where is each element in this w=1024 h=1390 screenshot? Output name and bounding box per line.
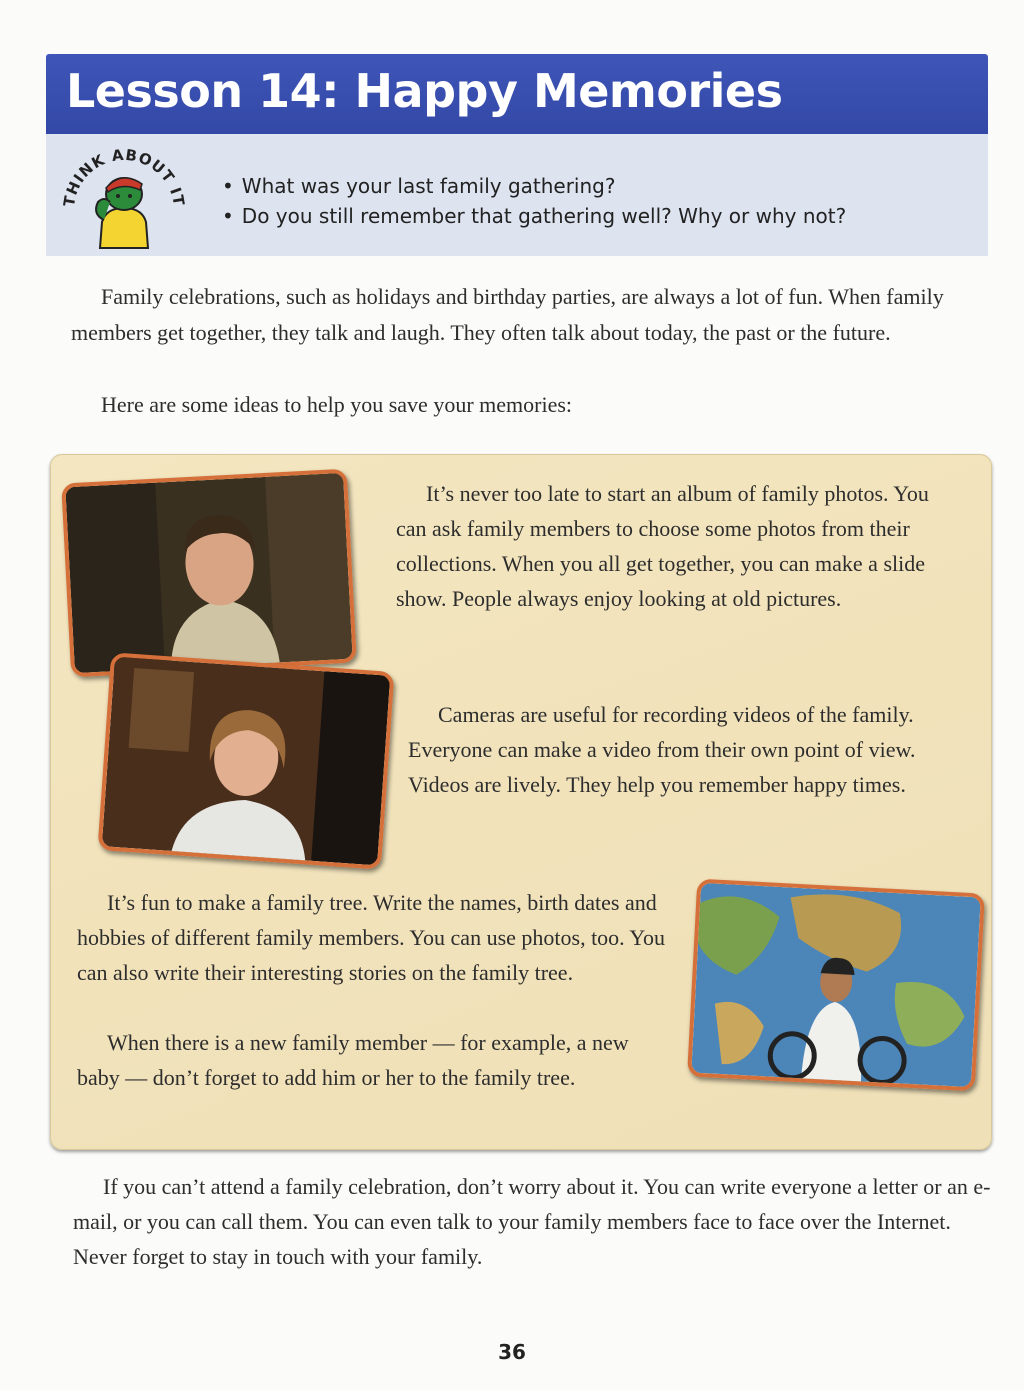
think-about-it-badge-text: THINK ABOUT IT	[59, 145, 188, 208]
closing-paragraph: If you can’t attend a family celebration, don’t worry about it. You can write everyone a letter or an e-mail, or you can call them. You can even talk to your family members face to face over the Internet. Never forget to stay in touch with your family.	[73, 1174, 991, 1269]
lesson-title: Lesson 14: Happy Memories	[66, 64, 783, 118]
think-about-it-mascot-icon	[56, 144, 188, 250]
lesson-title-bar	[46, 54, 988, 134]
idea-new-member-text: When there is a new family member — for example, a new baby — don’t forget to add him or her to the family tree.	[77, 1030, 629, 1090]
think-question-1: • What was your last family gathering?	[222, 174, 615, 198]
photo-world-map	[687, 879, 985, 1092]
idea-photo-album-text: It’s never too late to start an album of family photos. You can ask family members to choose some photos from their collections. When you all get together, you can make a slide show. People always enjoy looking at old pictures.	[396, 481, 929, 611]
intro-lead-in: Here are some ideas to help you save your memories:	[101, 392, 573, 417]
page-number: 36	[498, 1340, 526, 1364]
idea-family-tree-text: It’s fun to make a family tree. Write the names, birth dates and hobbies of different family members. You can use photos, too. You can also write their interesting stories on the family tree.	[77, 890, 666, 985]
photo-girl	[97, 652, 394, 869]
idea-video-text: Cameras are useful for recording videos of the family. Everyone can make a video from their own point of view. Videos are lively. They help you remember happy times.	[408, 702, 916, 797]
think-about-it-box	[46, 134, 988, 256]
intro-paragraph: Family celebrations, such as holidays and birthday parties, are always a lot of fun. When family members get together, they talk and laugh. They often talk about today, the past or the future.	[71, 284, 944, 345]
think-question-2: • Do you still remember that gathering well? Why or why not?	[222, 204, 846, 228]
photo-boy	[61, 469, 357, 678]
